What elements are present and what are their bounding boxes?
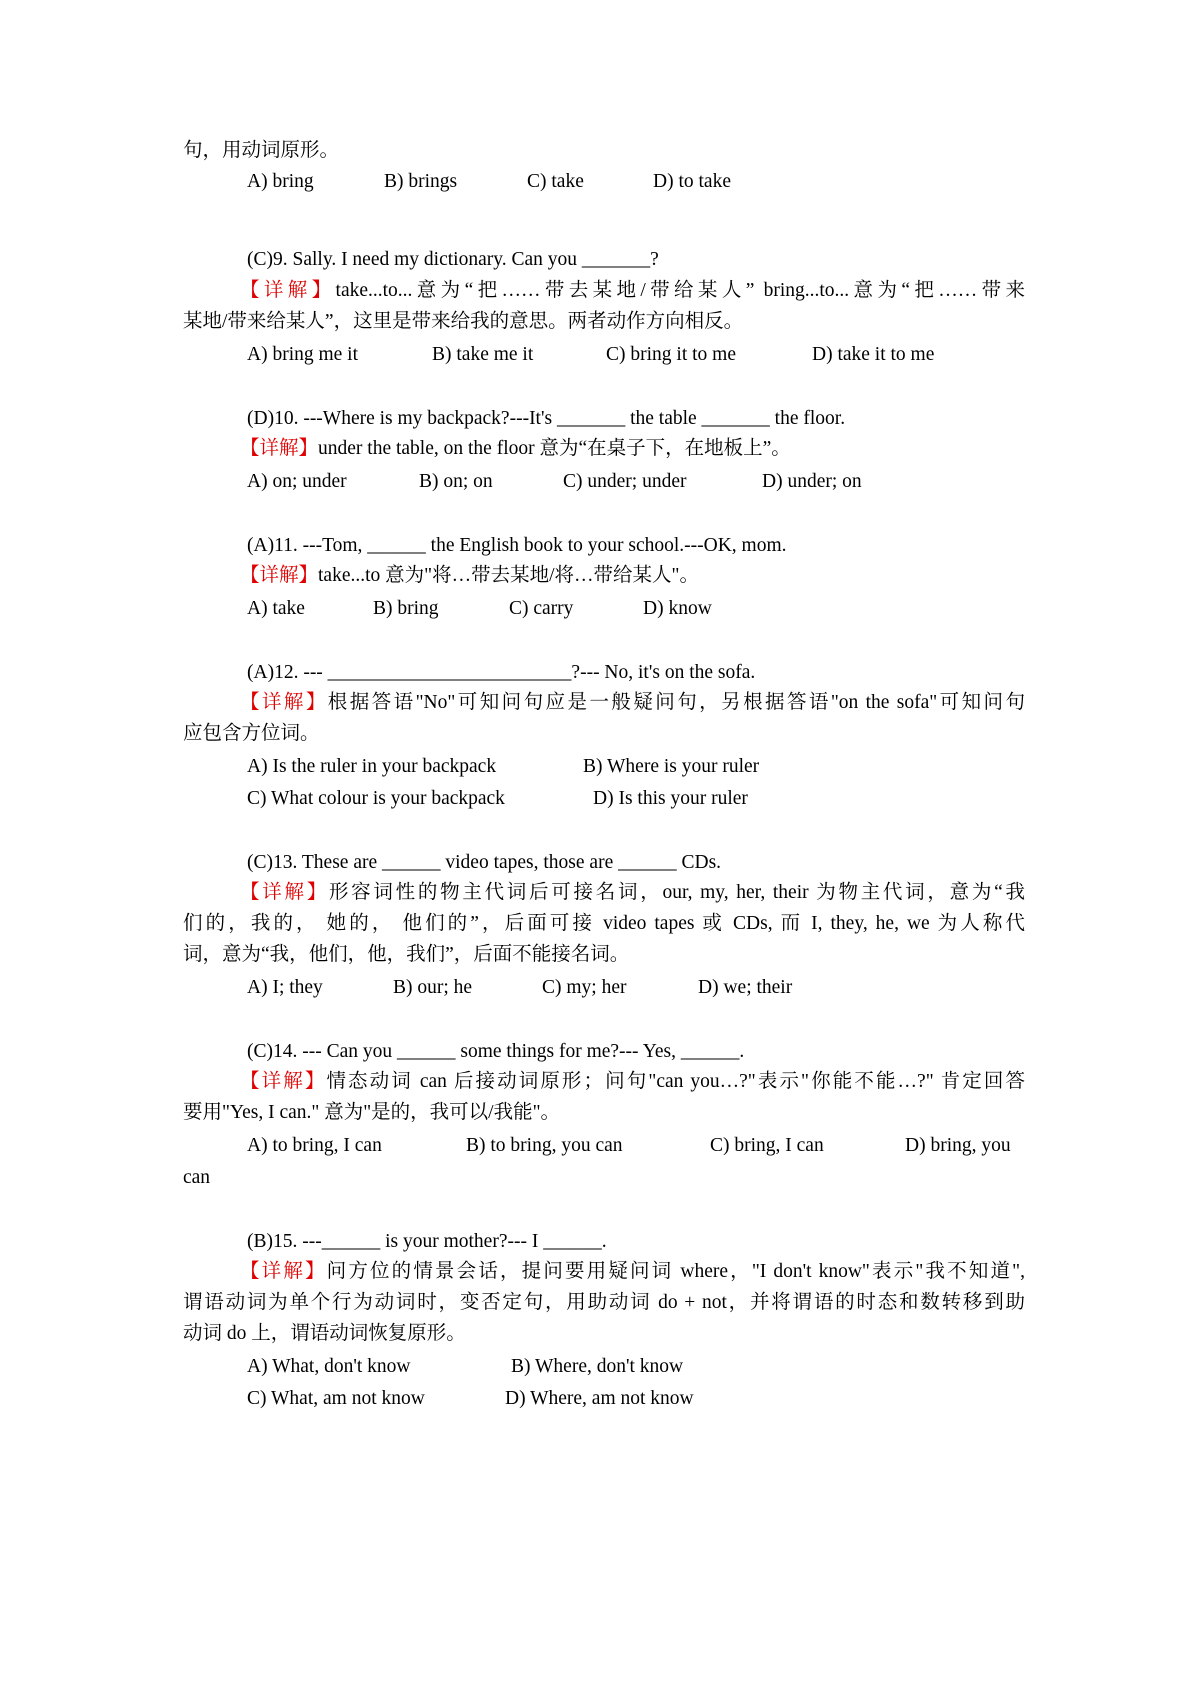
explanation-label: 【详解】 [240,1261,327,1282]
q14-option-c: C) bring, I can [710,1135,824,1156]
q12-stem: (A)12. --- _________________________?--- No, it's on the sofa. [247,662,756,683]
q15-option-c: C) What, am not know [247,1388,425,1409]
q8-option-c: C) take [527,171,584,192]
q15-stem: (B)15. ---______ is your mother?--- I ______. [247,1231,607,1252]
q14-explanation-line2: 要用"Yes, I can." 意为"是的，我可以/我能"。 [183,1102,561,1123]
q12-explanation-line2: 应包含方位词。 [183,723,320,744]
q14-option-a: A) to bring, I can [247,1135,382,1156]
explanation-label: 【详解】 [240,692,328,713]
q14-option-d-tail: can [183,1167,211,1188]
q15-explanation-line1: 【详解】问方位的情景会话，提问要用疑问词 where，"I don't know"表示"我不知道", [240,1261,1025,1282]
q14-option-d: D) bring, you [905,1135,1011,1156]
q10-stem: (D)10. ---Where is my backpack?---It's _______ the table _______ the floor. [247,408,846,429]
q9-option-b: B) take me it [432,344,534,365]
explanation-label: 【详解】 [240,1071,327,1092]
q9-stem: (C)9. Sally. I need my dictionary. Can you _______? [247,249,659,270]
q15-explanation-line3: 动词 do 上，谓语动词恢复原形。 [183,1323,466,1344]
q12-explanation-line1: 【详解】根据答语"No"可知问句应是一般疑问句，另根据答语"on the sofa"可知问句 [240,692,1025,713]
q10-option-b: B) on; on [419,471,493,492]
q13-option-a: A) I; they [247,977,323,998]
q11-option-d: D) know [643,598,712,619]
q14-stem: (C)14. --- Can you ______ some things for me?--- Yes, ______. [247,1041,745,1062]
q10-option-a: A) on; under [247,471,347,492]
q12-option-d: D) Is this your ruler [593,788,748,809]
q12-option-b: B) Where is your ruler [583,756,760,777]
explanation-label: 【详解】 [240,280,336,301]
q15-option-a: A) What, don't know [247,1356,411,1377]
q11-option-b: B) bring [373,598,439,619]
q13-option-b: B) our; he [393,977,473,998]
q9-option-d: D) take it to me [812,344,935,365]
q10-option-d: D) under; on [762,471,862,492]
q11-option-c: C) carry [509,598,574,619]
q13-option-d: D) we; their [698,977,793,998]
q10-explanation: 【详解】under the table, on the floor 意为“在桌子下，在地板上”。 [240,438,791,459]
q9-option-a: A) bring me it [247,344,359,365]
q13-explanation-line2: 们的，我的， 她的， 他们的”，后面可接 video tapes 或 CDs, 而 I, they, he, we 为人称代 [183,913,1025,934]
q11-explanation: 【详解】take...to 意为"将…带去某地/将…带给某人"。 [240,565,699,586]
q13-explanation-line3: 词，意为“我，他们，他，我们”，后面不能接名词。 [183,944,630,965]
q9-explanation-line2: 某地/带来给某人”，这里是带来给我的意思。两者动作方向相反。 [183,311,744,332]
q12-option-c: C) What colour is your backpack [247,788,505,809]
q9-explanation-line1: 【详解】take...to...意为“把……带去某地/带给某人” bring...to...意为“把……带来 [240,280,1025,301]
q14-option-b: B) to bring, you can [466,1135,623,1156]
q8-option-a: A) bring [247,171,314,192]
q13-explanation-line1: 【详解】形容词性的物主代词后可接名词，our, my, her, their 为物主代词，意为“我 [240,882,1025,903]
q11-stem: (A)11. ---Tom, ______ the English book to your school.---OK, mom. [247,535,787,556]
q9-option-c: C) bring it to me [606,344,736,365]
q14-explanation-line1: 【详解】情态动词 can 后接动词原形；问句"can you…?"表示"你能不能…?" 肯定回答 [240,1071,1025,1092]
q8-option-b: B) brings [384,171,458,192]
intro-tail: 句，用动词原形。 [183,140,340,161]
q10-option-c: C) under; under [563,471,687,492]
q8-option-d: D) to take [653,171,731,192]
explanation-label: 【详解】 [240,438,319,459]
q15-option-d: D) Where, am not know [505,1388,694,1409]
q12-option-a: A) Is the ruler in your backpack [247,756,497,777]
explanation-label: 【详解】 [240,565,319,586]
q15-explanation-line2: 谓语动词为单个行为动词时，变否定句，用助动词 do + not，并将谓语的时态和数转移到助 [183,1292,1025,1313]
q13-stem: (C)13. These are ______ video tapes, those are ______ CDs. [247,852,722,873]
q15-option-b: B) Where, don't know [511,1356,684,1377]
q13-option-c: C) my; her [542,977,627,998]
explanation-label: 【详解】 [240,882,329,903]
q11-option-a: A) take [247,598,305,619]
